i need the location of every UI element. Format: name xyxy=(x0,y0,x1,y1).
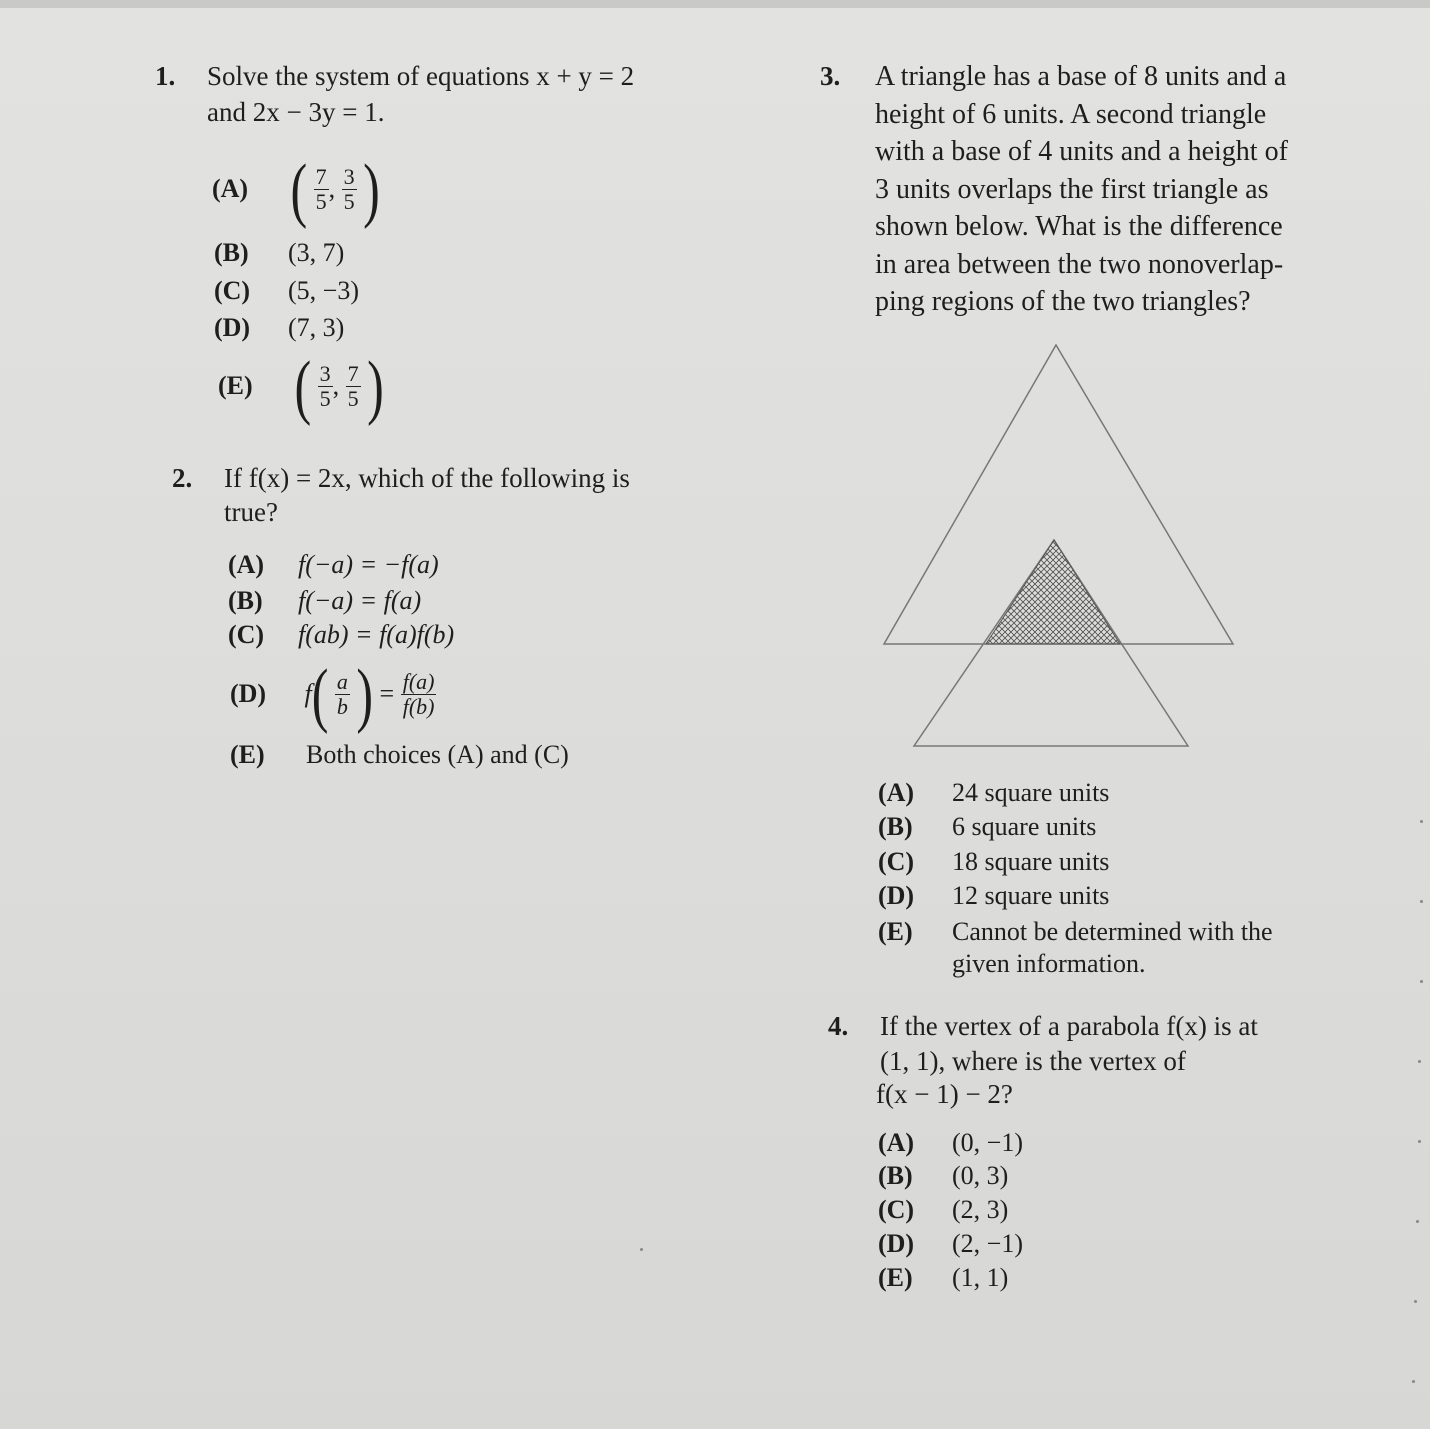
left-paren: ( xyxy=(311,653,329,735)
fraction: $\frac{a}{b}$ xyxy=(336,668,348,719)
function-symbol: f xyxy=(304,679,312,708)
fraction: $\frac{7}{5}$ xyxy=(347,360,359,411)
option-value: (3, 7) xyxy=(288,238,345,267)
question-text xyxy=(875,58,1288,321)
q2-option-b[interactable] xyxy=(228,586,421,616)
question-text-line-2: true? xyxy=(224,497,278,527)
question-text-line-2: (1, 1), where is the vertex of xyxy=(880,1046,1186,1076)
question-number: 2. xyxy=(172,463,193,493)
q1-option-b[interactable] xyxy=(214,238,344,268)
option-label: (C) xyxy=(228,620,265,649)
option-label: (E) xyxy=(218,371,253,400)
q4-option-c[interactable] xyxy=(878,1195,1008,1225)
option-value: f(−a) = −f(a) xyxy=(298,550,439,579)
option-value: (1, 1) xyxy=(952,1263,1009,1292)
q1-option-e[interactable]: (E) ( $\frac{3}{5}$ , $\frac{7}{5}$ ) xyxy=(218,345,384,427)
question-number: 4. xyxy=(828,1011,849,1041)
right-paren: ) xyxy=(367,345,384,427)
question-text-line-2: and 2x − 3y = 1. xyxy=(207,97,385,127)
option-value: (0, 3) xyxy=(952,1161,1009,1190)
option-label: (E) xyxy=(230,740,265,769)
q1-option-c[interactable] xyxy=(214,276,359,306)
option-label: (D) xyxy=(230,679,267,708)
question-text-line-1: Solve the system of equations x + y = 2 xyxy=(207,61,635,91)
q1-option-d[interactable] xyxy=(214,313,344,343)
right-paren: ) xyxy=(363,148,380,230)
option-value: Both choices (A) and (C) xyxy=(306,740,569,769)
option-value: Cannot be determined with the xyxy=(952,917,1273,946)
option-label: (B) xyxy=(878,1161,913,1190)
right-paren: ) xyxy=(356,653,374,735)
option-value-line-2: given information. xyxy=(952,949,1146,978)
option-label: (D) xyxy=(878,881,915,910)
q1-option-a[interactable]: (A) ( $\frac{7}{5}$ , $\frac{3}{5}$ ) xyxy=(212,148,380,230)
option-label: (C) xyxy=(214,276,251,305)
option-label: (D) xyxy=(878,1229,915,1258)
overlap-region xyxy=(986,540,1120,644)
q4-option-e[interactable] xyxy=(878,1263,1008,1293)
fraction: $\frac{3}{5}$ xyxy=(319,360,331,411)
page-top-edge xyxy=(0,0,1430,8)
left-paren: ( xyxy=(290,148,308,230)
q2-option-a[interactable] xyxy=(228,550,439,580)
fraction: $\frac{f(a)}{f(b)}$ xyxy=(402,668,435,719)
option-value: (2, 3) xyxy=(952,1195,1009,1224)
option-value: (2, −1) xyxy=(952,1229,1023,1258)
option-label: (D) xyxy=(214,313,251,342)
q3-option-a[interactable] xyxy=(878,778,1109,808)
left-paren: ( xyxy=(294,345,312,427)
q3-option-d[interactable] xyxy=(878,881,1109,911)
fraction: $\frac{7}{5}$ xyxy=(315,163,327,214)
fraction: $\frac{3}{5}$ xyxy=(343,163,355,214)
question-text-line: ping regions of the two triangles? xyxy=(875,286,1251,317)
q2-option-e[interactable] xyxy=(230,740,569,770)
option-label: (C) xyxy=(878,847,915,876)
q2-option-d[interactable] xyxy=(230,653,436,735)
option-value: (7, 3) xyxy=(288,313,345,342)
q4-option-a[interactable] xyxy=(878,1128,1023,1158)
overlapping-triangles-figure xyxy=(870,335,1250,755)
equals-sign: = xyxy=(379,679,395,708)
option-value: 24 square units xyxy=(952,778,1110,807)
option-label: (A) xyxy=(878,778,915,807)
option-value: (5, −3) xyxy=(288,276,359,305)
question-text-line-1: If the vertex of a parabola f(x) is at xyxy=(880,1011,1258,1041)
q4-option-b[interactable] xyxy=(878,1161,1008,1191)
q3-option-e[interactable] xyxy=(878,917,1273,979)
option-label: (C) xyxy=(878,1195,915,1224)
question-text-line: with a base of 4 units and a height of xyxy=(875,136,1288,167)
question-number: 3. xyxy=(820,61,841,91)
option-label: (B) xyxy=(228,586,263,615)
option-value: f(ab) = f(a)f(b) xyxy=(298,620,455,649)
q3-option-c[interactable] xyxy=(878,847,1109,877)
option-label: (A) xyxy=(228,550,265,579)
option-value: f(−a) = f(a) xyxy=(298,586,422,615)
option-label: (E) xyxy=(878,917,913,946)
question-text-line: shown below. What is the difference xyxy=(875,211,1283,242)
option-value: 18 square units xyxy=(952,847,1110,876)
q2-option-c[interactable] xyxy=(228,620,454,650)
question-text-line: in area between the two nonoverlap- xyxy=(875,248,1284,280)
option-label: (A) xyxy=(878,1128,915,1157)
question-text-line-1: If f(x) = 2x, which of the following is xyxy=(224,463,630,493)
option-value: (0, −1) xyxy=(952,1128,1023,1157)
question-text-line-3: f(x − 1) − 2? xyxy=(876,1079,1013,1109)
question-text-line: A triangle has a base of 8 units and a xyxy=(875,61,1287,92)
q4-option-d[interactable] xyxy=(878,1229,1023,1259)
option-value: 12 square units xyxy=(952,881,1110,910)
question-text-line: 3 units overlaps the first triangle as xyxy=(875,173,1269,205)
question-text-line: height of 6 units. A second triangle xyxy=(875,98,1267,130)
option-value: 6 square units xyxy=(952,812,1097,841)
option-label: (B) xyxy=(878,812,913,841)
option-label: (E) xyxy=(878,1263,913,1292)
q3-option-b[interactable] xyxy=(878,812,1096,842)
option-label: (A) xyxy=(212,174,249,203)
option-label: (B) xyxy=(214,238,249,267)
question-number: 1. xyxy=(155,61,176,91)
